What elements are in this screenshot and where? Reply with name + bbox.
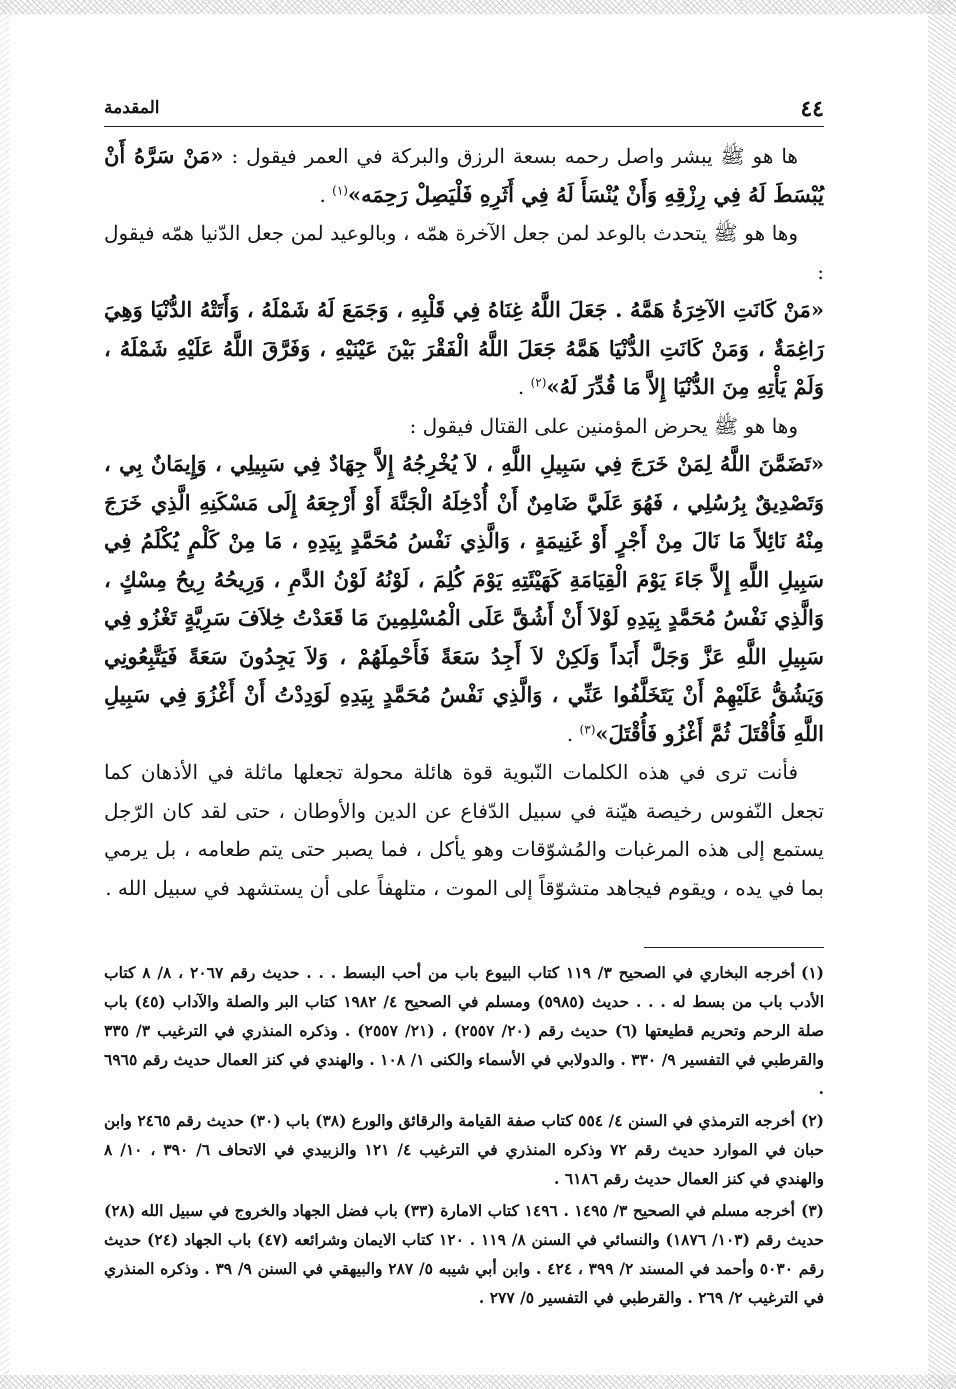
hadith-1: «مَنْ سَرَّهُ أَنْ يُبْسَطَ لَهُ فِي رِزْقِهِ وَأَنْ يُنْسَأَ لَهُ فِي أَثَرِهِ فَلْيَصِلْ رَحِمَه» <box>104 143 824 207</box>
book-page <box>104 96 824 1315</box>
main-text <box>104 137 824 907</box>
page-number: ٤٤ <box>800 96 824 122</box>
paragraph-6: فأنت ترى في هذه الكلمات النّبوية قوة هائلة محولة تجعلها ماثلة في الأذهان كما تجعل النّفوس رخيصة هيّنة في سبيل الدّفاع عن الدين والأوطان ، حتى لقد كان الرّجل يستمع إلى هذه المرغبات والمُشوّقات وهو يأكل ، فما يصبر حتى يتم طعامه ، بل يرمي بما في يده ، ويقوم فيجاهد متشوّقاً إلى الموت ، متلهفاً على أن يستشهد في سبيل الله . <box>104 760 824 900</box>
paragraph-1: ها هو ﷺ يبشر واصل رحمه بسعة الرزق والبركة في العمر فيقول : «مَنْ سَرَّهُ أَنْ يُبْسَطَ لَهُ فِي رِزْقِهِ وَأَنْ يُنْسَأَ لَهُ فِي أَثَرِهِ فَلْيَصِلْ رَحِمَه»$^{(١)}$ . <box>104 143 824 207</box>
footnote-ref-3: (٣) <box>579 721 596 736</box>
hadith-3: «تَضَمَّنَ اللَّهُ لِمَنْ خَرَجَ فِي سَبِيلِ اللَّهِ ، لاَ يُخْرِجُهُ إِلاَّ جِهَادٌ فِي سَبِيلِي ، وَإِيمَانٌ بِي ، وَتَصْدِيقٌ بِرُسُلِي ، فَهُوَ عَلَيَّ ضَامِنٌ أَنْ أُدْخِلَهُ الْجَنَّةَ أَوْ أَرْجِعَهُ إِلَى مَسْكَنِهِ الَّذِي خَرَجَ مِنْهُ نَائِلاً مَا نَالَ مِنْ أَجْرٍ أَوْ غَنِيمَةٍ ، وَالَّذِي نَفْسُ مُحَمَّدٍ بِيَدِهِ ، مَا مِنْ كَلْمٍ يُكْلَمُ فِي سَبِيلِ اللَّهِ إِلاَّ جَاءَ يَوْمَ الْقِيَامَةِ كَهَيْئَتِهِ يَوْمَ كُلِمَ ، لَوْنُهُ لَوْنُ الدَّمِ ، وَرِيحُهُ رِيحُ مِسْكٍ ، وَالَّذِي نَفْسُ مُحَمَّدٍ بِيَدِهِ لَوْلاَ أَنْ أَشُقَّ عَلَى الْمُسْلِمِينَ مَا قَعَدْتُ خِلاَفَ سَرِيَّةٍ تَغْزُو فِي سَبِيلِ اللَّهِ عَزَّ وَجَلَّ أَبَداً وَلَكِنْ لاَ أَجِدُ سَعَةً فَأَحْمِلَهُمْ ، وَلاَ يَجِدُونَ سَعَةً فَيَتَّبِعُونِي وَيَشُقُّ عَلَيْهِمْ أَنْ يَتَخَلَّفُوا عَنِّي ، وَالَّذِي نَفْسُ مُحَمَّدٍ بِيَدِهِ لَوَدِدْتُ أَنْ أَغْزُوَ فِي سَبِيلِ اللَّهِ فَأُقْتَلَ ثُمَّ أَغْزُو فَأُقْتَلَ» <box>104 451 824 746</box>
footnote-1 <box>104 958 824 1103</box>
page-border-left <box>0 0 10 1389</box>
page-border-bottom <box>0 1375 956 1389</box>
footnote-ref-2: (٢) <box>530 375 547 390</box>
paragraph-2: وها هو ﷺ يتحدث بالوعد لمن جعل الآخرة همّه ، وبالوعيد لمن جعل الدّنيا همّه فيقول : <box>104 221 824 284</box>
paragraph-1-intro: ها هو ﷺ يبشر واصل رحمه بسعة الرزق والبركة في العمر فيقول : <box>223 144 798 168</box>
footnote-mark: (٣) <box>800 1201 824 1220</box>
hadith-2: «مَنْ كَانَتِ الآخِرَةُ هَمَّهُ . جَعَلَ اللَّهُ غِنَاهُ فِي قَلْبِهِ ، وَجَمَعَ لَهُ شَمْلَهُ ، وَأَتَتْهُ الدُّنْيَا وَهِيَ رَاغِمَةٌ ، وَمَنْ كَانَتِ الدُّنْيَا هَمَّهُ جَعَلَ اللَّهُ الْفَقْرَ بَيْنَ عَيْنَيْهِ ، وَفَرَّقَ اللَّهُ عَلَيْهِ شَمْلَهُ ، وَلَمْ يَأْتِهِ مِنَ الدُّنْيَا إِلاَّ مَا قُدِّرَ لَهُ» <box>104 297 824 399</box>
page-border-right <box>928 0 956 1389</box>
footnote-mark: (١) <box>801 963 825 982</box>
footnotes <box>104 958 824 1312</box>
paragraph-3: «مَنْ كَانَتِ الآخِرَةُ هَمَّهُ . جَعَلَ اللَّهُ غِنَاهُ فِي قَلْبِهِ ، وَجَمَعَ لَهُ شَمْلَهُ ، وَأَتَتْهُ الدُّنْيَا وَهِيَ رَاغِمَةٌ ، وَمَنْ كَانَتِ الدُّنْيَا هَمَّهُ جَعَلَ اللَّهُ الْفَقْرَ بَيْنَ عَيْنَيْهِ ، وَفَرَّقَ اللَّهُ عَلَيْهِ شَمْلَهُ ، وَلَمْ يَأْتِهِ مِنَ الدُّنْيَا إِلاَّ مَا قُدِّرَ لَهُ»$^{(٢)}$ . <box>104 297 824 399</box>
footnote-2 <box>104 1106 824 1193</box>
footnote-text: أخرجه مسلم في الصحيح ٣/ ١٤٩٥ . ١٤٩٦ كتاب الامارة (٣٣) باب فضل الجهاد والخروج في سبيل الله (٢٨) حديث رقم (١٠٣/ ١٨٧٦) والنسائي في السنن ٨/ ١١٩ . ١٢٠ كتاب الايمان وشرائعه (٤٧) باب الجهاد (٢٤) حديث رقم ٥٠٣٠ وأحمد في المسند ٢/ ٣٩٩ ، ٤٢٤ . وابن أبي شيبه ٥/ ٢٨٧ والبيهقي في السنن ٩/ ٣٩ . وذكره المنذري في الترغيب ٢/ ٢٦٩ . والقرطبي في التفسير ٥/ ٢٧٧ . <box>104 1201 825 1307</box>
running-title: المقدمة <box>104 98 160 118</box>
paragraph-5: «تَضَمَّنَ اللَّهُ لِمَنْ خَرَجَ فِي سَبِيلِ اللَّهِ ، لاَ يُخْرِجُهُ إِلاَّ جِهَادٌ فِي سَبِيلِي ، وَإِيمَانٌ بِي ، وَتَصْدِيقٌ بِرُسُلِي ، فَهُوَ عَلَيَّ ضَامِنٌ أَنْ أُدْخِلَهُ الْجَنَّةَ أَوْ أَرْجِعَهُ إِلَى مَسْكَنِهِ الَّذِي خَرَجَ مِنْهُ نَائِلاً مَا نَالَ مِنْ أَجْرٍ أَوْ غَنِيمَةٍ ، وَالَّذِي نَفْسُ مُحَمَّدٍ بِيَدِهِ ، مَا مِنْ كَلْمٍ يُكْلَمُ فِي سَبِيلِ اللَّهِ إِلاَّ جَاءَ يَوْمَ الْقِيَامَةِ كَهَيْئَتِهِ يَوْمَ كُلِمَ ، لَوْنُهُ لَوْنُ الدَّمِ ، وَرِيحُهُ رِيحُ مِسْكٍ ، وَالَّذِي نَفْسُ مُحَمَّدٍ بِيَدِهِ لَوْلاَ أَنْ أَشُقَّ عَلَى الْمُسْلِمِينَ مَا قَعَدْتُ خِلاَفَ سَرِيَّةٍ تَغْزُو فِي سَبِيلِ اللَّهِ عَزَّ وَجَلَّ أَبَداً وَلَكِنْ لاَ أَجِدُ سَعَةً فَأَحْمِلَهُمْ ، وَلاَ يَجِدُونَ سَعَةً فَيَتَّبِعُونِي وَيَشُقُّ عَلَيْهِمْ أَنْ يَتَخَلَّفُوا عَنِّي ، وَالَّذِي نَفْسُ مُحَمَّدٍ بِيَدِهِ لَوَدِدْتُ أَنْ أَغْزُوَ فِي سَبِيلِ اللَّهِ فَأُقْتَلَ ثُمَّ أَغْزُو فَأُقْتَلَ»$^{(٣)}$ . <box>104 451 824 746</box>
footnote-separator <box>644 947 824 948</box>
footnote-ref-1: (١) <box>332 182 348 197</box>
footnote-text: أخرجه الترمذي في السنن ٤/ ٥٥٤ كتاب صفة القيامة والرقائق والورع (٣٨) باب (٣٠) حديث رقم ٢٤٦٥ وابن حبان في الموارد حديث رقم ٧٢ وذكره المنذري في الترغيب ٤/ ١٢١ والزبيدي في الاتحاف ٦/ ٣٩٠ ، ١٠/ ٨ والهندي في كنز العمال حديث رقم ٦١٨٦ . <box>104 1111 824 1188</box>
footnote-text: أخرجه البخاري في الصحيح ٣/ ١١٩ كتاب البيوع باب من أحب البسط . . . حديث رقم ٢٠٦٧ ، ٨/ ٨ كتاب الأدب باب من بسط له . . . حديث (٥٩٨٥) ومسلم في الصحيح ٤/ ١٩٨٢ كتاب البر والصلة والآداب (٤٥) باب صلة الرحم وتحريم قطيعتها (٦) حديث رقم (٢٠/ ٢٥٥٧) ، (٢١/ ٢٥٥٧) . وذكره المنذري في الترغيب ٣/ ٣٣٥ والقرطبي في التفسير ٩/ ٣٣٠ . والدولابي في الأسماء والكنى ١/ ١٠٨ . والهندي في كنز العمال حديث رقم ٦٩٦٥ . <box>104 963 825 1098</box>
paragraph-4: وها هو ﷺ يحرض المؤمنين على القتال فيقول : <box>409 413 798 438</box>
footnote-mark: (٢) <box>800 1111 824 1130</box>
page-header <box>104 96 824 127</box>
footnote-3 <box>104 1196 824 1312</box>
page-border-top <box>0 0 956 14</box>
